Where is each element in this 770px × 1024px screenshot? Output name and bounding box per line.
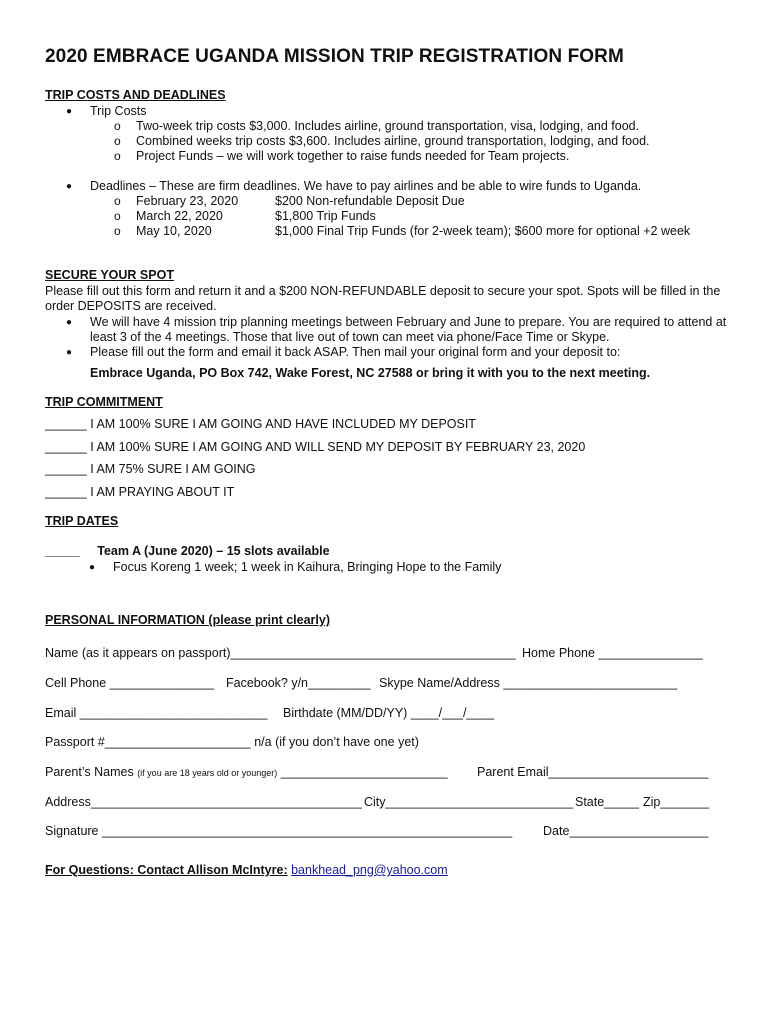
bullet-dot: ●: [66, 317, 73, 328]
deadline-desc: $1,800 Trip Funds: [275, 209, 376, 223]
parents-note: (if you are 18 years old or younger): [137, 768, 278, 778]
commitment-blank[interactable]: ______: [45, 417, 87, 431]
form-title: 2020 EMBRACE UGANDA MISSION TRIP REGISTRATION FORM: [45, 46, 624, 67]
home-phone-field[interactable]: Home Phone _______________: [522, 646, 703, 660]
parents-label: Parent’s Names: [45, 765, 134, 779]
parents-names-field[interactable]: [45, 765, 448, 779]
commitment-option[interactable]: [45, 485, 234, 499]
email-field[interactable]: Email ___________________________: [45, 706, 268, 720]
commitment-option-text: I AM 100% SURE I AM GOING AND WILL SEND MY DEPOSIT BY FEBRUARY 23, 2020: [90, 440, 586, 454]
trip-costs-label: Trip Costs: [90, 104, 147, 118]
cost-item: Project Funds – we will work together to raise funds needed for Team projects.: [136, 149, 570, 163]
secure-paragraph: Please fill out this form and return it and a $200 NON-REFUNDABLE deposit to secure your spot. Spots will be filled in the order DEPOSITS are received.: [45, 284, 721, 313]
name-field[interactable]: Name (as it appears on passport)_________________________________________: [45, 646, 516, 660]
parent-email-field[interactable]: Parent Email_______________________: [477, 765, 709, 779]
deadlines-label: Deadlines – These are firm deadlines. We have to pay airlines and be able to wire funds to Uganda.: [90, 179, 642, 193]
personal-heading: PERSONAL INFORMATION (please print clearly): [45, 613, 331, 627]
sub-bullet: o: [114, 119, 121, 133]
commitment-blank[interactable]: ______: [45, 462, 87, 476]
commitment-option-text: I AM PRAYING ABOUT IT: [90, 485, 235, 499]
cost-item: Two-week trip costs $3,000. Includes airline, ground transportation, visa, lodging, and food.: [136, 119, 640, 133]
bullet-dot: ●: [89, 562, 96, 573]
team-a-label: Team A (June 2020) – 15 slots available: [97, 544, 330, 558]
commitment-option-text: I AM 100% SURE I AM GOING AND HAVE INCLUDED MY DEPOSIT: [90, 417, 476, 431]
state-field[interactable]: State_____: [575, 795, 639, 809]
sub-bullet: o: [114, 134, 121, 148]
secure-bullet: Please fill out the form and email it back ASAP. Then mail your original form and your deposit to:: [90, 345, 621, 359]
bullet-dot: ●: [66, 347, 73, 358]
skype-field[interactable]: Skype Name/Address _________________________: [379, 676, 678, 690]
team-a-line[interactable]: [45, 544, 330, 558]
deadline-date: February 23, 2020: [136, 194, 239, 208]
zip-field[interactable]: Zip_______: [643, 795, 710, 809]
team-a-detail: Focus Koreng 1 week; 1 week in Kaihura, Bringing Hope to the Family: [113, 560, 502, 574]
secure-bullet: We will have 4 mission trip planning meetings between February and June to prepare. You are required to attend at least 3 of the 4 meetings. Those that live out of town can meet via phone/Face Time or Skype.: [90, 315, 727, 344]
bullet-dot: ●: [66, 181, 73, 192]
commitment-option[interactable]: [45, 462, 256, 476]
deadline-desc: $1,000 Final Trip Funds (for 2-week team); $600 more for optional +2 week: [275, 224, 691, 238]
mailing-address: Embrace Uganda, PO Box 742, Wake Forest, NC 27588 or bring it with you to the next meeting.: [90, 366, 651, 380]
commitment-blank[interactable]: ______: [45, 440, 87, 454]
bullet-dot: ●: [66, 106, 73, 117]
contact-email-link[interactable]: bankhead_png@yahoo.com: [291, 863, 448, 877]
team-blank[interactable]: _____: [45, 544, 80, 558]
commitment-option-text: I AM 75% SURE I AM GOING: [90, 462, 256, 476]
birthdate-field[interactable]: Birthdate (MM/DD/YY) ____/___/____: [283, 706, 495, 720]
secure-heading: SECURE YOUR SPOT: [45, 268, 174, 282]
passport-field[interactable]: Passport #_____________________ n/a (if you don’t have one yet): [45, 735, 419, 749]
commitment-option[interactable]: [45, 417, 476, 431]
sub-bullet: o: [114, 209, 121, 223]
sub-bullet: o: [114, 224, 121, 238]
deadline-date: March 22, 2020: [136, 209, 223, 223]
contact-label: For Questions: Contact Allison McIntyre:: [45, 863, 288, 877]
parents-blank[interactable]: ________________________: [280, 765, 448, 779]
city-field[interactable]: City___________________________: [364, 795, 574, 809]
facebook-field[interactable]: Facebook? y/n_________: [226, 676, 371, 690]
commitment-option[interactable]: [45, 440, 585, 454]
address-field[interactable]: Address_______________________________________: [45, 795, 362, 809]
commitment-heading: TRIP COMMITMENT: [45, 395, 163, 409]
commitment-blank[interactable]: ______: [45, 485, 87, 499]
sub-bullet: o: [114, 149, 121, 163]
contact-line: [45, 863, 448, 877]
deadline-date: May 10, 2020: [136, 224, 212, 238]
cost-item: Combined weeks trip costs $3,600. Includes airline, ground transportation, lodging, and food.: [136, 134, 650, 148]
cell-phone-field[interactable]: Cell Phone _______________: [45, 676, 214, 690]
dates-heading: TRIP DATES: [45, 514, 119, 528]
deadline-desc: $200 Non-refundable Deposit Due: [275, 194, 465, 208]
signature-field[interactable]: Signature ___________________________________________________________: [45, 824, 513, 838]
sub-bullet: o: [114, 194, 121, 208]
date-field[interactable]: Date____________________: [543, 824, 709, 838]
costs-heading: TRIP COSTS AND DEADLINES: [45, 88, 226, 102]
